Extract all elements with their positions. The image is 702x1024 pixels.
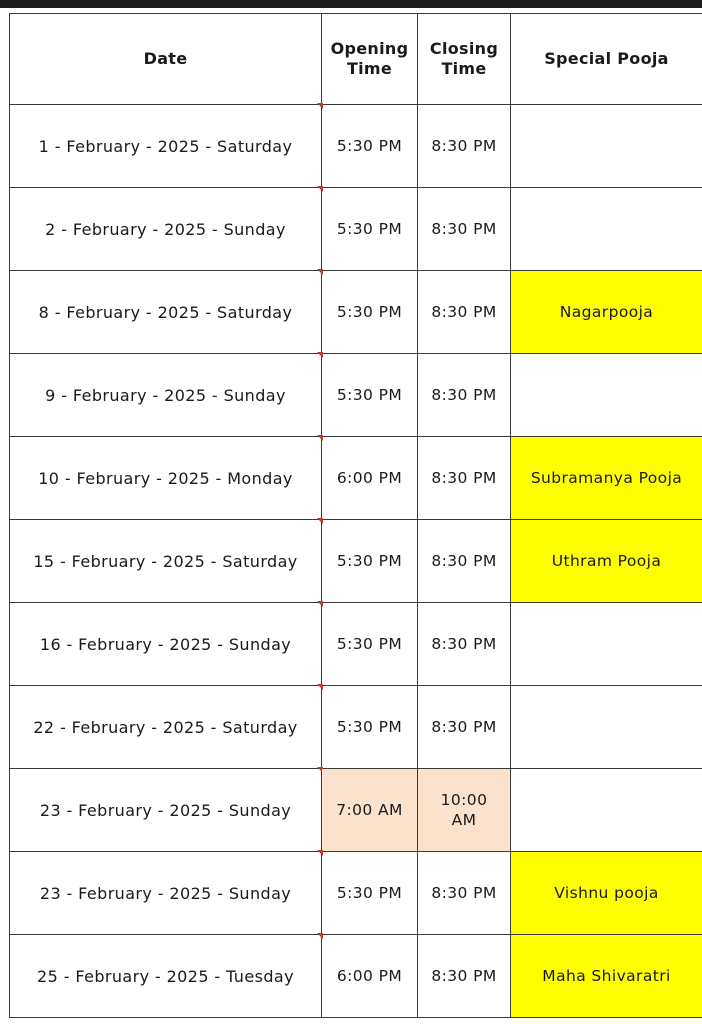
table-row: [10, 354, 702, 437]
closing-time-cell[interactable]: [418, 686, 511, 769]
closing-time-cell[interactable]: [418, 852, 511, 935]
opening-time-cell[interactable]: 5:30 PM: [322, 354, 418, 437]
special-pooja-cell[interactable]: [511, 188, 702, 271]
date-cell[interactable]: 23 - February - 2025 - Sunday: [10, 769, 322, 852]
closing-time-cell[interactable]: [418, 769, 511, 852]
special-pooja-cell[interactable]: Maha Shivaratri: [511, 935, 702, 1018]
date-cell[interactable]: 15 - February - 2025 - Saturday: [10, 520, 322, 603]
date-cell[interactable]: 10 - February - 2025 - Monday: [10, 437, 322, 520]
opening-time-cell[interactable]: 5:30 PM: [322, 520, 418, 603]
opening-time-cell[interactable]: 7:00 AM: [322, 769, 418, 852]
special-pooja-cell[interactable]: [511, 769, 702, 852]
header-special-pooja[interactable]: Special Pooja: [511, 14, 702, 105]
special-pooja-cell[interactable]: [511, 105, 702, 188]
special-pooja-cell[interactable]: Vishnu pooja: [511, 852, 702, 935]
closing-time-cell[interactable]: [418, 935, 511, 1018]
closing-time-text: 8:30 PM: [431, 884, 497, 902]
header-row: [10, 14, 702, 105]
closing-time-text: 8:30 PM: [431, 386, 497, 404]
closing-time-text: 8:30 PM: [431, 635, 497, 653]
header-closing-time[interactable]: [418, 14, 511, 105]
closing-time-text: 8:30 PM: [431, 469, 497, 487]
date-cell[interactable]: 8 - February - 2025 - Saturday: [10, 271, 322, 354]
table-row: [10, 105, 702, 188]
table-row: [10, 852, 702, 935]
date-cell[interactable]: 25 - February - 2025 - Tuesday: [10, 935, 322, 1018]
special-pooja-cell[interactable]: [511, 686, 702, 769]
special-pooja-cell[interactable]: Nagarpooja: [511, 271, 702, 354]
table-row: [10, 769, 702, 852]
pooja-schedule-table: [9, 13, 702, 1018]
special-pooja-cell[interactable]: [511, 603, 702, 686]
closing-time-cell[interactable]: [418, 437, 511, 520]
table-row: [10, 935, 702, 1018]
opening-time-cell[interactable]: 5:30 PM: [322, 105, 418, 188]
table-row: [10, 520, 702, 603]
closing-time-text: 8:30 PM: [431, 718, 497, 736]
closing-time-cell[interactable]: [418, 354, 511, 437]
closing-time-cell[interactable]: [418, 603, 511, 686]
closing-time-cell[interactable]: [418, 520, 511, 603]
table-row: [10, 437, 702, 520]
opening-time-cell[interactable]: 6:00 PM: [322, 935, 418, 1018]
closing-time-cell[interactable]: [418, 105, 511, 188]
table-row: [10, 686, 702, 769]
closing-time-text: 8:30 PM: [431, 220, 497, 238]
special-pooja-cell[interactable]: Uthram Pooja: [511, 520, 702, 603]
opening-time-cell[interactable]: 5:30 PM: [322, 852, 418, 935]
closing-time-cell[interactable]: [418, 271, 511, 354]
table-row: [10, 188, 702, 271]
opening-time-cell[interactable]: 6:00 PM: [322, 437, 418, 520]
closing-time-text: 8:30 PM: [431, 552, 497, 570]
table-row: [10, 271, 702, 354]
opening-time-cell[interactable]: 5:30 PM: [322, 686, 418, 769]
date-cell[interactable]: 9 - February - 2025 - Sunday: [10, 354, 322, 437]
closing-time-cell[interactable]: [418, 188, 511, 271]
date-cell[interactable]: 22 - February - 2025 - Saturday: [10, 686, 322, 769]
date-cell[interactable]: 16 - February - 2025 - Sunday: [10, 603, 322, 686]
header-closing-time-text: Closing Time: [429, 39, 499, 78]
special-pooja-cell[interactable]: [511, 354, 702, 437]
closing-time-text: 10:00 AM: [440, 791, 488, 829]
header-date[interactable]: Date: [10, 14, 322, 105]
opening-time-cell[interactable]: 5:30 PM: [322, 603, 418, 686]
special-pooja-cell[interactable]: Subramanya Pooja: [511, 437, 702, 520]
header-opening-time-text: Opening Time: [330, 39, 409, 78]
date-cell[interactable]: 2 - February - 2025 - Sunday: [10, 188, 322, 271]
date-cell[interactable]: 1 - February - 2025 - Saturday: [10, 105, 322, 188]
date-cell[interactable]: 23 - February - 2025 - Sunday: [10, 852, 322, 935]
closing-time-text: 8:30 PM: [431, 967, 497, 985]
table-row: [10, 603, 702, 686]
opening-time-cell[interactable]: 5:30 PM: [322, 271, 418, 354]
top-bar: [0, 0, 702, 8]
closing-time-text: 8:30 PM: [431, 303, 497, 321]
closing-time-text: 8:30 PM: [431, 137, 497, 155]
opening-time-cell[interactable]: 5:30 PM: [322, 188, 418, 271]
header-opening-time[interactable]: [322, 14, 418, 105]
spreadsheet: [0, 8, 702, 1024]
